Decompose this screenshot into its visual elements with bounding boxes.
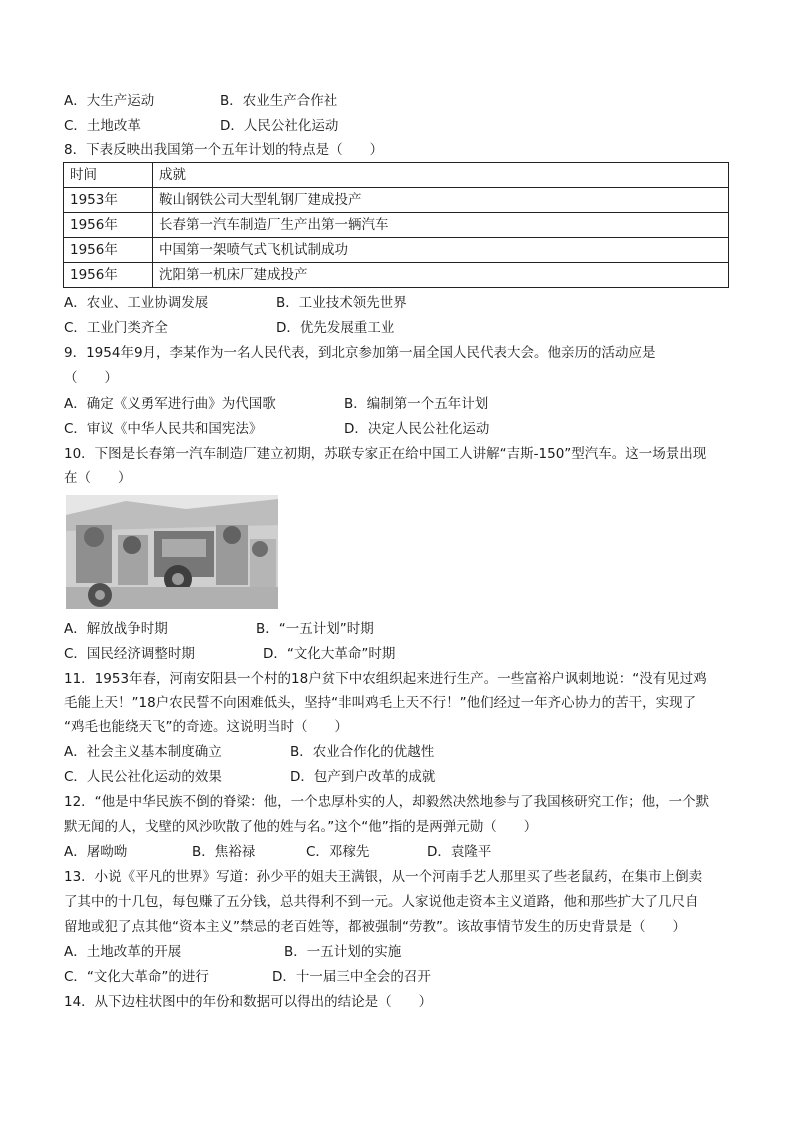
q8-option-a: A．农业、工业协调发展 xyxy=(64,295,209,311)
q10-stem-line2: 在（ ） xyxy=(64,470,132,486)
q12-stem-line2: 默无闻的人，戈壁的风沙吹散了他的姓与名。”这个“他”指的是两弹元勋（ ） xyxy=(64,819,538,835)
q7-option-c: C．土地改革 xyxy=(64,118,141,134)
q9-option-d: D．决定人民公社化运动 xyxy=(344,421,490,437)
q9-option-b: B．编制第一个五年计划 xyxy=(344,396,489,412)
q10-option-c: C．国民经济调整时期 xyxy=(64,646,195,662)
q13-option-a: A．土地改革的开展 xyxy=(64,944,182,960)
q10-option-a: A．解放战争时期 xyxy=(64,621,168,637)
table-cell: 中国第一架喷气式飞机试制成功 xyxy=(153,238,729,263)
q8-stem: 8．下表反映出我国第一个五年计划的特点是（ ） xyxy=(64,142,384,158)
q12-stem-line1: 12．“他是中华民族不倒的脊梁：他，一个忠厚朴实的人，却毅然决然地参与了我国核研究工作；他，一个默 xyxy=(64,794,710,810)
q8-option-d: D．优先发展重工业 xyxy=(276,320,395,336)
table-header: 时间 xyxy=(64,163,153,188)
q7-option-b: B．农业生产合作社 xyxy=(220,93,338,109)
table-cell: 鞍山钢铁公司大型轧钢厂建成投产 xyxy=(153,188,729,213)
table-cell: 1956年 xyxy=(64,238,153,263)
q7-option-a: A．大生产运动 xyxy=(64,93,155,109)
table-row xyxy=(64,213,729,238)
q13-option-c: C．“文化大革命”的进行 xyxy=(64,969,209,985)
q11-option-c: C．人民公社化运动的效果 xyxy=(64,769,222,785)
table-row xyxy=(64,188,729,213)
q13-stem-line1: 13．小说《平凡的世界》写道：孙少平的姐夫王满银，从一个河南手艺人那里买了些老鼠药，在集市上倒卖 xyxy=(64,869,703,885)
q11-option-d: D．包产到户改革的成就 xyxy=(290,769,436,785)
factory-photo xyxy=(66,495,278,609)
q12-option-c: C．邓稼先 xyxy=(306,844,370,860)
q10-stem-line1: 10．下图是长春第一汽车制造厂建立初期，苏联专家正在给中国工人讲解“吉斯-150”型汽车。这一场景出现 xyxy=(64,446,707,462)
q7-option-d: D．人民公社化运动 xyxy=(220,118,339,134)
q12-option-d: D．袁隆平 xyxy=(427,844,492,860)
q12-option-a: A．屠呦呦 xyxy=(64,844,128,860)
q10-option-b: B．“一五计划”时期 xyxy=(256,621,374,637)
table-row xyxy=(64,263,729,288)
q12-option-b: B．焦裕禄 xyxy=(192,844,256,860)
table-header-row xyxy=(64,163,729,188)
q13-option-b: B．一五计划的实施 xyxy=(284,944,402,960)
q13-stem-line2: 了其中的十几包，每包赚了五分钱，总共得利不到一元。人家说他走资本主义道路，他和那些扩大了几尺自 xyxy=(64,894,699,910)
q14-stem: 14．从下边柱状图中的年份和数据可以得出的结论是（ ） xyxy=(64,994,433,1010)
table-cell: 1956年 xyxy=(64,213,153,238)
q9-option-c: C．审议《中华人民共和国宪法》 xyxy=(64,421,263,437)
table-cell: 1953年 xyxy=(64,188,153,213)
q11-option-b: B．农业合作化的优越性 xyxy=(290,744,435,760)
q10-option-d: D．“文化大革命”时期 xyxy=(263,646,396,662)
table-cell: 沈阳第一机床厂建成投产 xyxy=(153,263,729,288)
q8-option-b: B．工业技术领先世界 xyxy=(276,295,407,311)
q11-stem-line2: 毛能上天！”18户农民誓不向困难低头，坚持“非叫鸡毛上天不行！”他们经过一年齐心协力的苦干，实现了 xyxy=(64,695,697,711)
table-cell: 长春第一汽车制造厂生产出第一辆汽车 xyxy=(153,213,729,238)
q13-stem-line3: 留地或犯了点其他“资本主义”禁忌的老百姓等，都被强制“劳教”。该故事情节发生的历史背景是（ ） xyxy=(64,919,686,935)
q11-option-a: A．社会主义基本制度确立 xyxy=(64,744,222,760)
table-header: 成就 xyxy=(153,163,729,188)
achievements-table xyxy=(63,162,729,288)
table-cell: 1956年 xyxy=(64,263,153,288)
q9-stem-line2: （ ） xyxy=(64,370,118,386)
table-row xyxy=(64,238,729,263)
q13-option-d: D．十一届三中全会的召开 xyxy=(272,969,431,985)
q9-stem-line1: 9．1954年9月，李某作为一名人民代表，到北京参加第一届全国人民代表大会。他亲历的活动应是 xyxy=(64,345,656,361)
q9-option-a: A．确定《义勇军进行曲》为代国歌 xyxy=(64,396,276,412)
q11-stem-line1: 11．1953年春，河南安阳县一个村的18户贫下中农组织起来进行生产。一些富裕户讽刺地说：“没有见过鸡 xyxy=(64,671,707,687)
q11-stem-line3: “鸡毛也能绕天飞”的奇迹。这说明当时（ ） xyxy=(64,719,348,735)
q8-option-c: C．工业门类齐全 xyxy=(64,320,168,336)
